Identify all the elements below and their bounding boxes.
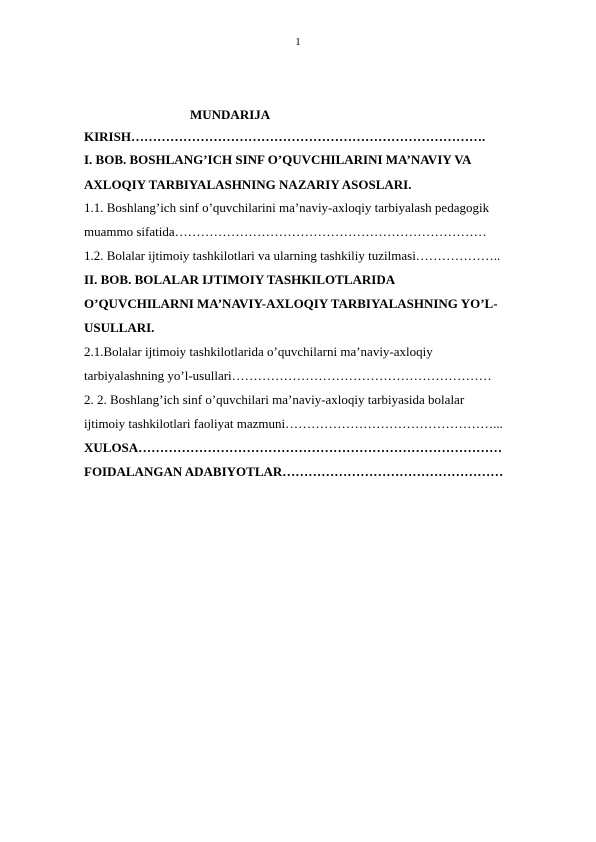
toc-chapter-1-line-2: AXLOQIY TARBIYALASHNING NAZARIY ASOSLARI. — [84, 177, 412, 192]
toc-section-1-1-line-2: muammo sifatida……………………………………………………………… — [84, 224, 487, 239]
toc-chapter-1-line-1: I. BOB. BOSHLANG’ICH SINF O’QUVCHILARINI MA’NAVIY VA — [84, 152, 472, 167]
toc-chapter-2-line-3: USULLARI. — [84, 320, 155, 335]
toc-entry-xulosa: XULOSA………………………………………………………………………… — [84, 440, 503, 455]
toc-section-2-1-line-1: 2.1.Bolalar ijtimoiy tashkilotlarida o’quvchilarni ma’naviy-axloqiy — [84, 344, 433, 359]
toc-entry-kirish: KIRISH………………………………………………………………………. — [84, 129, 486, 144]
toc-chapter-2-line-1: II. BOB. BOLALAR IJTIMOIY TASHKILOTLARIDA — [84, 272, 396, 287]
page-number: 1 — [295, 36, 301, 48]
toc-section-2-2-line-1: 2. 2. Boshlang’ich sinf o’quvchilari ma’naviy-axloqiy tarbiyasida bolalar — [84, 392, 465, 407]
toc-section-1-1-line-1: 1.1. Boshlang’ich sinf o’quvchilarini ma’naviy-axloqiy tarbiyalash pedagogik — [84, 200, 490, 215]
toc-title: MUNDARIJA — [190, 107, 271, 122]
toc-chapter-2-line-2: O’QUVCHILARNI MA’NAVIY-AXLOQIY TARBIYALASHNING YO’L- — [84, 296, 498, 311]
toc-section-2-1-line-2: tarbiyalashning yo’l-usullari…………………………………………………… — [84, 368, 492, 383]
toc-section-1-2: 1.2. Bolalar ijtimoiy tashkilotlari va ularning tashkiliy tuzilmasi……………….. — [84, 248, 501, 263]
toc-section-2-2-line-2: ijtimoiy tashkilotlari faoliyat mazmuni…………………………………………... — [84, 416, 503, 431]
toc-entry-adabiyotlar: FOIDALANGAN ADABIYOTLAR…………………………………………… — [84, 464, 504, 479]
